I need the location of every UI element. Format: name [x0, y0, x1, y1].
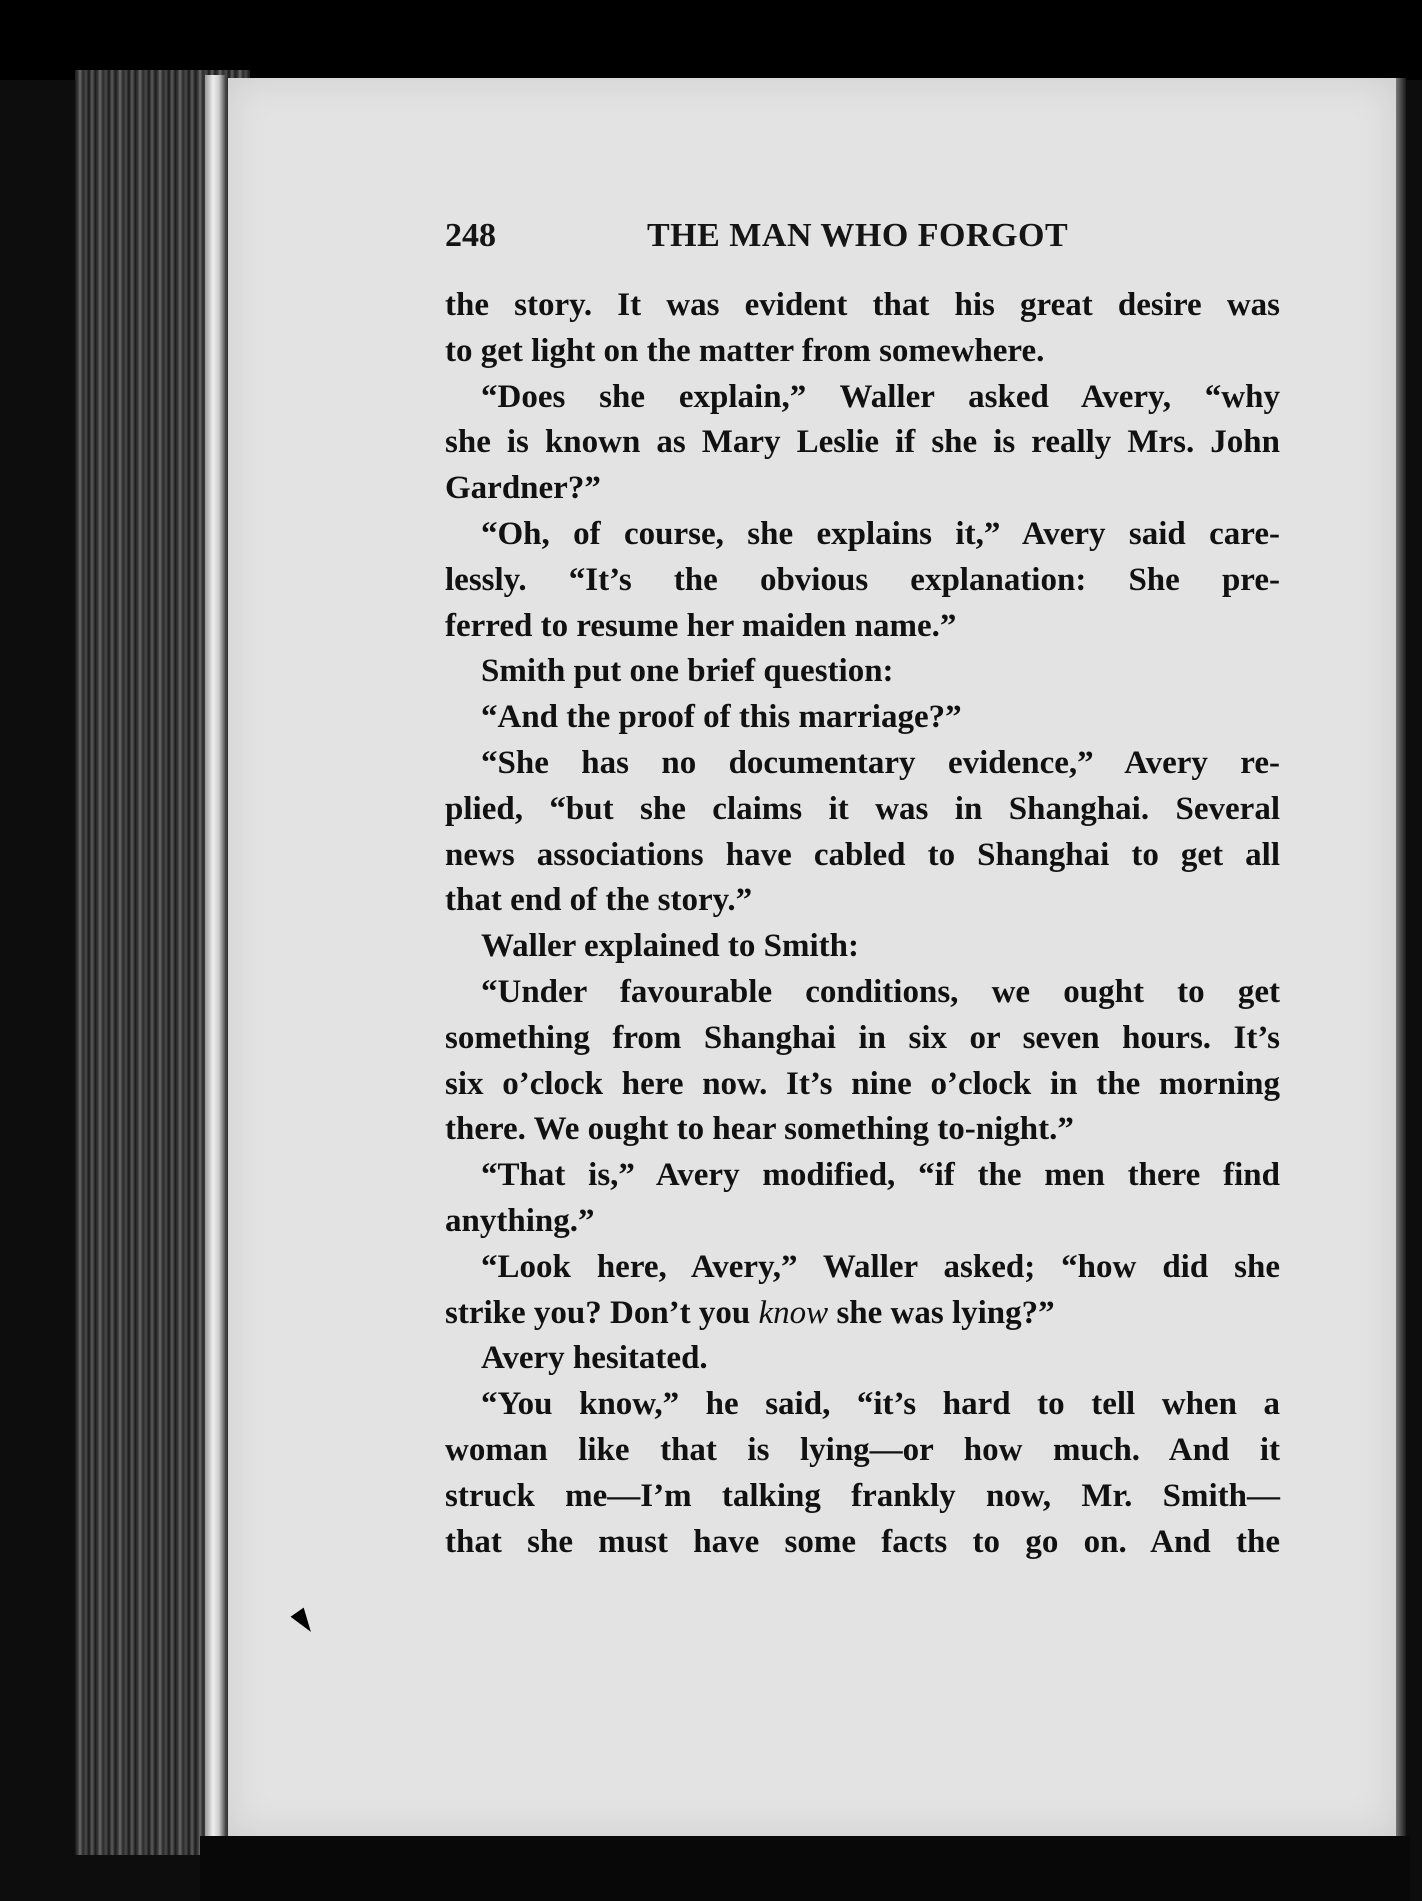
text-line: to get light on the matter from somewhere. — [445, 332, 1045, 369]
text-line: there. We ought to hear something to-night.” — [445, 1111, 1074, 1148]
text-line: Smith put one brief question: — [481, 653, 894, 690]
text-line — [445, 1291, 1280, 1337]
scan-top-border — [0, 0, 1422, 80]
text-line: plied, “but she claims it was in Shanghai. Several — [445, 790, 1280, 827]
text-line: she is known as Mary Leslie if she is really Mrs. John — [445, 424, 1280, 461]
emphasis-word: know — [758, 1294, 829, 1331]
text-line: news associations have cabled to Shanghai to get all — [445, 836, 1280, 873]
text-line: struck me—I’m talking frankly now, Mr. Smith— — [445, 1477, 1280, 1514]
text-line: anything.” — [445, 1202, 595, 1239]
text-line: “She has no documentary evidence,” Avery re- — [481, 744, 1280, 781]
text-line: “Look here, Avery,” Waller asked; “how did she — [481, 1248, 1280, 1285]
text-line: the story. It was evident that his great desire was — [445, 287, 1280, 323]
text-line: six o’clock here now. It’s nine o’clock in the morning — [445, 1065, 1280, 1102]
text-line: “Oh, of course, she explains it,” Avery said care- — [481, 515, 1280, 552]
book-gutter — [205, 75, 225, 1845]
text-line: something from Shanghai in six or seven hours. It’s — [445, 1019, 1280, 1056]
scan-bottom-border — [200, 1836, 1410, 1901]
text-line: “Under favourable conditions, we ought to get — [481, 973, 1280, 1010]
text-segment: she was lying?” — [828, 1294, 1055, 1331]
text-segment: strike you? Don’t you — [445, 1294, 759, 1331]
text-line: Waller explained to Smith: — [481, 928, 859, 965]
text-line: woman like that is lying—or how much. And it — [445, 1431, 1280, 1468]
text-line: “Does she explain,” Waller asked Avery, “why — [481, 378, 1280, 415]
page-header — [445, 217, 1285, 267]
text-line: lessly. “It’s the obvious explanation: She pre- — [445, 561, 1280, 598]
running-head: THE MAN WHO FORGOT — [647, 217, 1069, 254]
text-line: “That is,” Avery modified, “if the men there find — [481, 1157, 1280, 1194]
page-right-edge — [1396, 78, 1406, 1838]
page-number: 248 — [445, 217, 496, 254]
text-line: that she must have some facts to go on. And the — [445, 1523, 1280, 1560]
text-line: Avery hesitated. — [481, 1340, 708, 1377]
text-line: Gardner?” — [445, 470, 601, 507]
body-text — [445, 283, 1280, 1565]
text-line: “You know,” he said, “it’s hard to tell when a — [481, 1386, 1280, 1423]
text-line: that end of the story.” — [445, 882, 753, 919]
text-line: “And the proof of this marriage?” — [481, 699, 962, 736]
text-line: ferred to resume her maiden name.” — [445, 607, 957, 644]
